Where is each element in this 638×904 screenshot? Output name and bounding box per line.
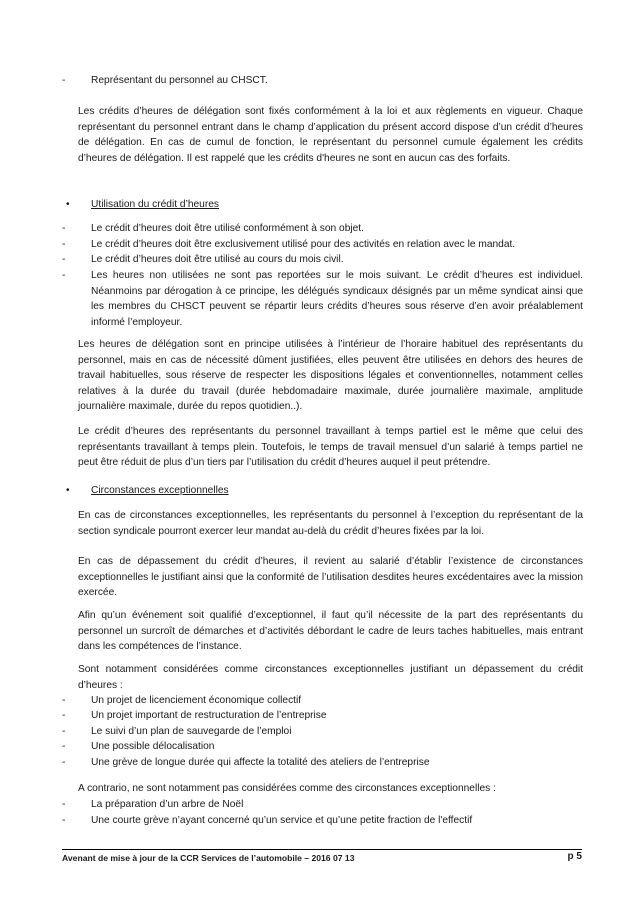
- bullet-icon: •: [66, 199, 70, 210]
- page-number: p 5: [567, 851, 582, 862]
- paragraph-circonstances: En cas de circonstances exceptionnelles, les représentants du personnel à l’exception du représentant de la section syndicale pourront exercer leur mandat au-delà du crédit d’heures fixées par la loi.: [78, 510, 583, 537]
- footer-divider: [62, 849, 582, 850]
- list-item: Le suivi d’un plan de sauvegarde de l’emploi: [91, 726, 292, 737]
- list-item: Représentant du personnel au CHSCT.: [91, 75, 268, 86]
- list-dash: -: [62, 75, 66, 86]
- paragraph-considerees: Sont notamment considérées comme circonstances exceptionnelles justifiant un dépassement du crédit d’heures :: [78, 664, 583, 691]
- list-dash: -: [62, 815, 66, 826]
- paragraph-temps-partiel: Le crédit d’heures des représentants du personnel travaillant à temps partiel est le même que celui des représentants travaillant à temps plein. Toutefois, le temps de travail mensuel d’un salarié à temps partiel ne peut être réduit de plus d’un tiers par l’utilisation du crédit d’heures auquel il peut prétendre.: [78, 426, 583, 469]
- list-item: Le crédit d’heures doit être utilisé au cours du mois civil.: [91, 254, 344, 265]
- list-dash: -: [62, 741, 66, 752]
- list-item: Une grève de longue durée qui affecte la totalité des ateliers de l’entreprise: [91, 757, 430, 768]
- list-item: Une possible délocalisation: [91, 741, 215, 752]
- list-item: Le crédit d’heures doit être utilisé conformément à son objet.: [91, 223, 364, 234]
- paragraph-depassement: En cas de dépassement du crédit d’heures, il revient au salarié d’établir l’existence de circonstances exceptionnelles le justifiant ainsi que la conformité de l’utilisation desdites heures excédentaires avec la mission exercée.: [78, 556, 583, 599]
- list-dash: -: [62, 726, 66, 737]
- list-dash: -: [62, 254, 66, 265]
- list-dash: -: [62, 270, 66, 281]
- list-dash: -: [62, 710, 66, 721]
- paragraph-credits: Les crédits d’heures de délégation sont fixés conformément à la loi et aux règlements en vigueur. Chaque représentant du personnel entrant dans le champ d’application du présent accord dispose d’un crédit d’heures de délégation. En cas de cumul de fonction, le représentant du personnel cumule également les crédits d’heures de délégation. Il est rappelé que les crédits d'heures ne sont en aucun cas des forfaits.: [78, 106, 583, 164]
- list-item: La préparation d’un arbre de Noël: [91, 799, 244, 810]
- list-item: Un projet important de restructuration de l’entreprise: [91, 710, 327, 721]
- paragraph-a-contrario: A contrario, ne sont notamment pas considérées comme des circonstances exceptionnelles :: [78, 783, 496, 794]
- paragraph-heures-delegation: Les heures de délégation sont en principe utilisées à l’intérieur de l’horaire habituel des représentants du personnel, mais en cas de nécessité dûment justifiées, elles peuvent être utilisées en dehors des heures de travail habituelles, sous réserve de respecter les dispositions légales et conventionnelles, notamment celles relatives à la durée du travail (durée hebdomadaire maximale, durée journalière maximale, amplitude journalière maximale, durée du repos quotidien..).: [78, 339, 583, 413]
- list-dash: -: [62, 695, 66, 706]
- footer-title: Avenant de mise à jour de la CCR Services de l’automobile – 2016 07 13: [62, 853, 355, 863]
- paragraph-evenement: Afin qu’un événement soit qualifié d’exceptionnel, il faut qu’il nécessite de la part des représentants du personnel un surcroît de démarches et d’activités débordant le cadre de leurs taches habituelles, mais entrant dans les compétences de l’instance.: [78, 610, 583, 653]
- list-dash: -: [62, 757, 66, 768]
- list-item: Un projet de licenciement économique collectif: [91, 695, 302, 706]
- list-item: Les heures non utilisées ne sont pas reportées sur le mois suivant. Le crédit d’heures est individuel. Néanmoins par dérogation à ce principe, les délégués syndicaux désignés par un même syndicat ainsi que les membres du CHSCT peuvent se répartir leurs crédits d’heures sous réserve d’en avoir préalablement informé l’employeur.: [91, 270, 583, 328]
- list-dash: -: [62, 239, 66, 250]
- section-heading-circonstances: Circonstances exceptionnelles: [91, 485, 229, 496]
- section-heading-utilisation: Utilisation du crédit d’heures: [91, 199, 219, 210]
- list-item: Une courte grève n’ayant concerné qu’un service et qu’une petite fraction de l'effectif: [91, 815, 473, 826]
- list-dash: -: [62, 223, 66, 234]
- list-dash: -: [62, 799, 66, 810]
- list-item: Le crédit d’heures doit être exclusivement utilisé pour des activités en relation avec le mandat.: [91, 239, 516, 250]
- bullet-icon: •: [66, 485, 70, 496]
